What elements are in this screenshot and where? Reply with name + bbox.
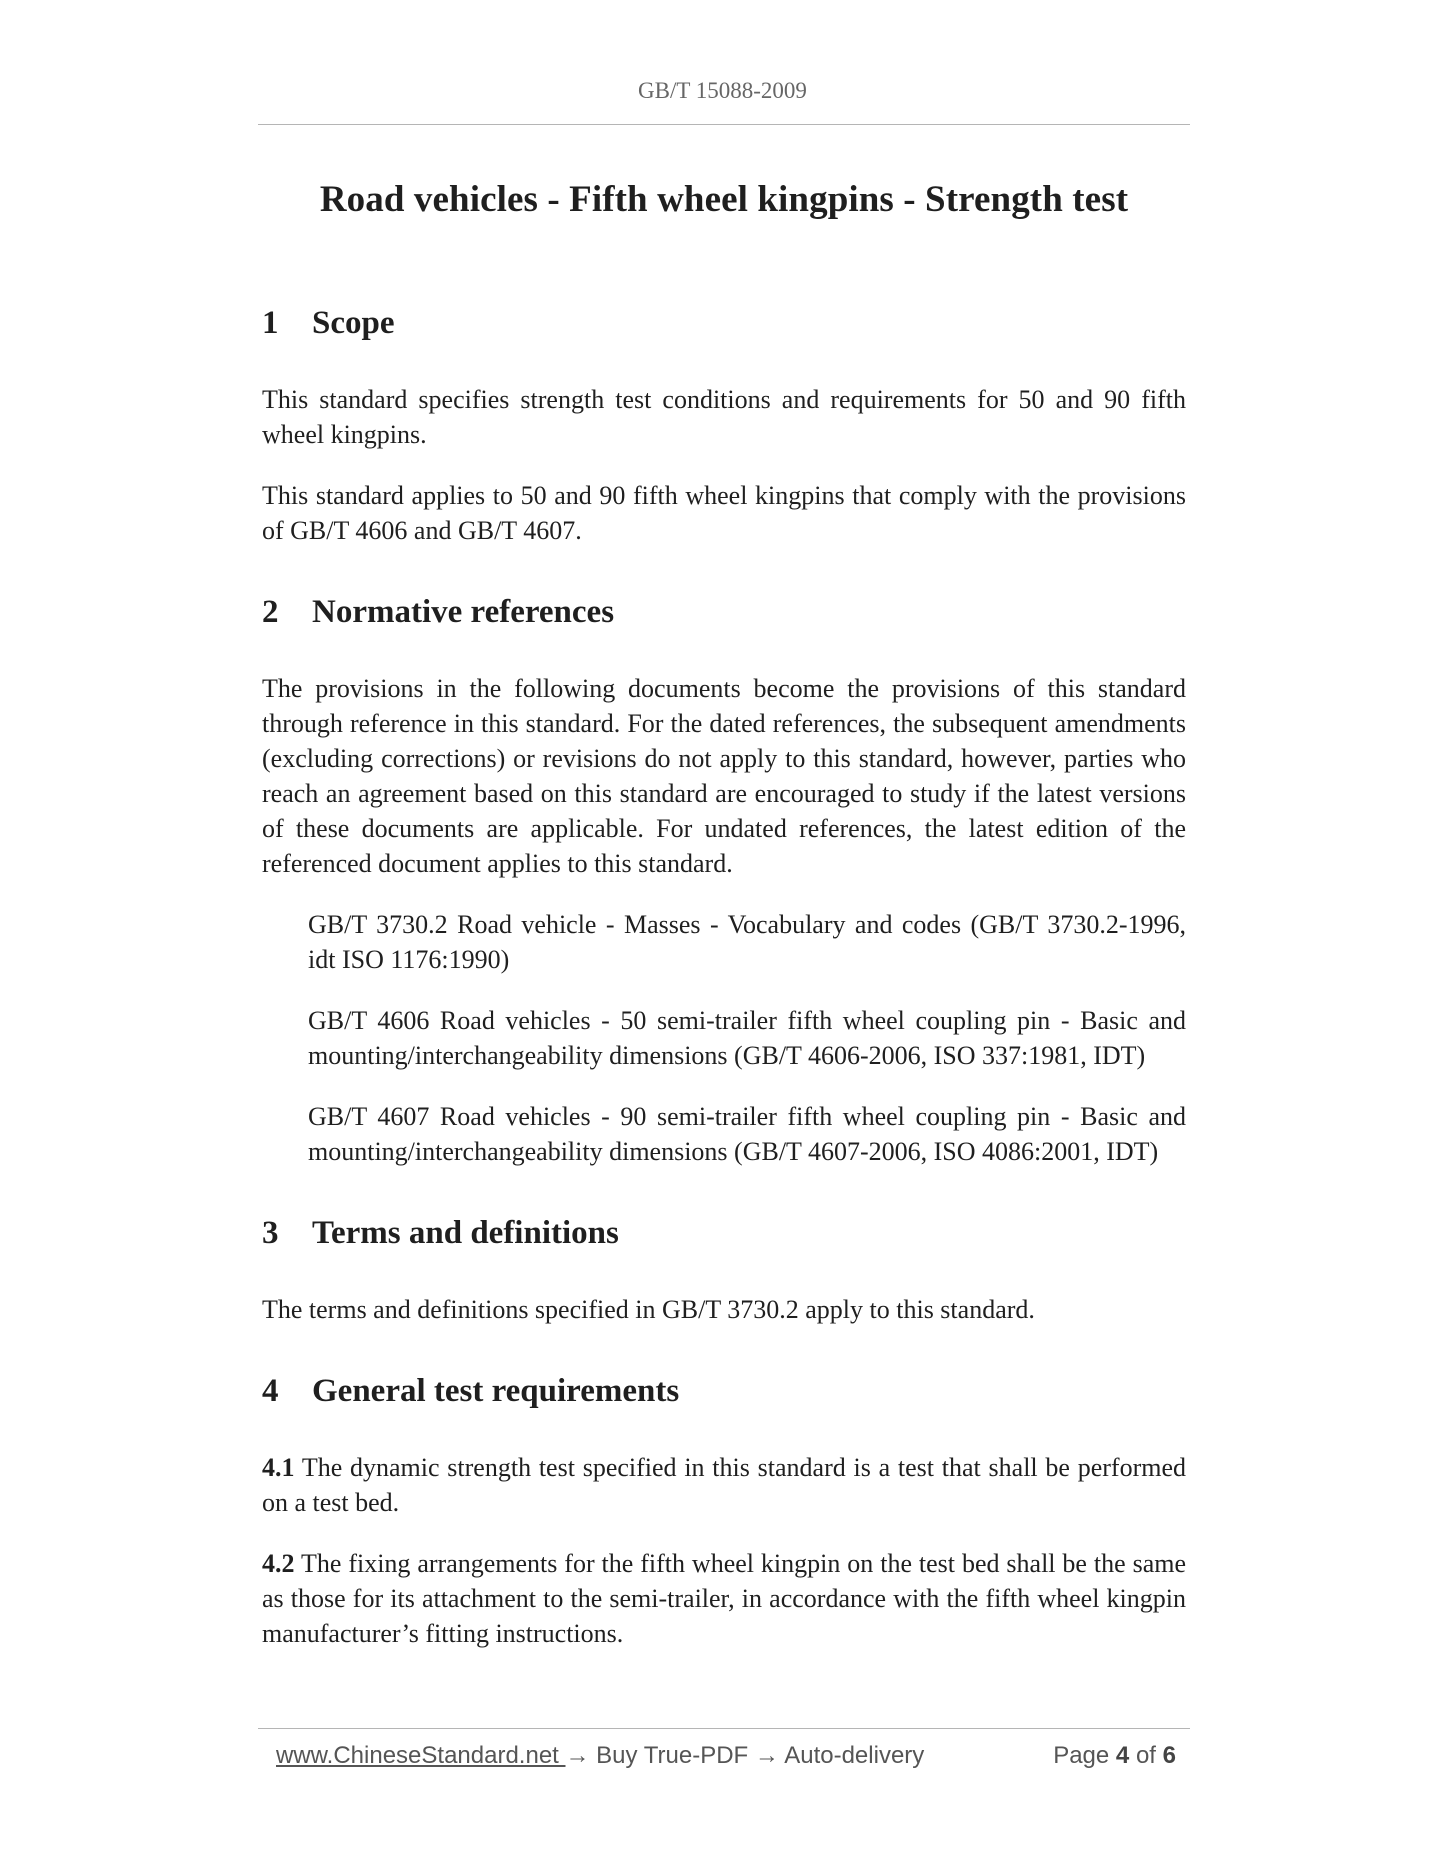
clause-text: The dynamic strength test specified in this standard is a test that shall be performed on a test bed. <box>262 1453 1187 1517</box>
paragraph: This standard applies to 50 and 90 fifth wheel kingpins that comply with the provisions of GB/T 4606 and GB/T 4607. <box>262 481 1186 545</box>
page-number: 4 <box>1115 1742 1130 1769</box>
section-number: 4 <box>262 1373 279 1409</box>
paragraph: The terms and definitions specified in GB/T 3730.2 apply to this standard. <box>262 1295 1035 1324</box>
clause-text: The fixing arrangements for the fifth wheel kingpin on the test bed shall be the same as those for its attachment to the semi-trailer, in accordance with the fifth wheel kingpin manufacturer’s fitting instructions. <box>262 1549 1187 1648</box>
reference-item: GB/T 3730.2 Road vehicle - Masses - Vocabulary and codes (GB/T 3730.2-1996, idt ISO 1176:1990) <box>308 910 1186 974</box>
section-heading-general-test-requirements <box>262 1373 1186 1410</box>
section-heading-normative-references <box>262 594 1186 631</box>
clause-number: 4.2 <box>262 1549 295 1578</box>
section-title: Terms and definitions <box>312 1215 619 1251</box>
of-label: of <box>1135 1742 1156 1769</box>
paragraph: This standard specifies strength test conditions and requirements for 50 and 90 fifth wheel kingpins. <box>262 385 1186 449</box>
footer-left <box>276 1742 924 1770</box>
footer-divider <box>258 1728 1190 1729</box>
paragraph: The provisions in the following documents become the provisions of this standard through reference in this standard. For the dated references, the subsequent amendments (excluding corrections) or revisions do not apply to this standard, however, parties who reach an agreement based on this standard are encouraged to study if the latest versions of these documents are applicable. For undated references, the latest edition of the referenced document applies to this standard. <box>262 674 1186 878</box>
page-footer <box>276 1742 1176 1770</box>
clause-number: 4.1 <box>262 1453 295 1482</box>
section-number: 3 <box>262 1215 279 1251</box>
page-content <box>262 178 1186 1677</box>
document-title: Road vehicles - Fifth wheel kingpins - Strength test <box>319 179 1129 220</box>
section-heading-terms <box>262 1215 1186 1252</box>
page-label: Page <box>1053 1742 1110 1769</box>
footer-tagline: → Buy True-PDF → Auto-delivery <box>565 1742 925 1769</box>
page-total: 6 <box>1162 1742 1176 1769</box>
clause-4-1 <box>262 1450 1186 1520</box>
document-code-header: GB/T 15088-2009 <box>638 78 807 103</box>
section-title: General test requirements <box>312 1373 680 1409</box>
section-heading-scope <box>262 305 1186 342</box>
reference-item: GB/T 4606 Road vehicles - 50 semi-trailer fifth wheel coupling pin - Basic and mounting/interchangeability dimensions (GB/T 4606-2006, ISO 337:1981, IDT) <box>308 1006 1186 1070</box>
reference-item: GB/T 4607 Road vehicles - 90 semi-trailer fifth wheel coupling pin - Basic and mounting/interchangeability dimensions (GB/T 4607-2006, ISO 4086:2001, IDT) <box>308 1102 1186 1166</box>
page-indicator <box>1053 1742 1176 1770</box>
clause-4-2 <box>262 1546 1186 1651</box>
section-number: 2 <box>262 594 279 630</box>
header-divider <box>258 124 1190 125</box>
section-number: 1 <box>262 305 279 341</box>
section-title: Normative references <box>312 594 615 630</box>
website-link[interactable]: www.ChineseStandard.net <box>276 1742 566 1769</box>
section-title: Scope <box>312 305 395 341</box>
